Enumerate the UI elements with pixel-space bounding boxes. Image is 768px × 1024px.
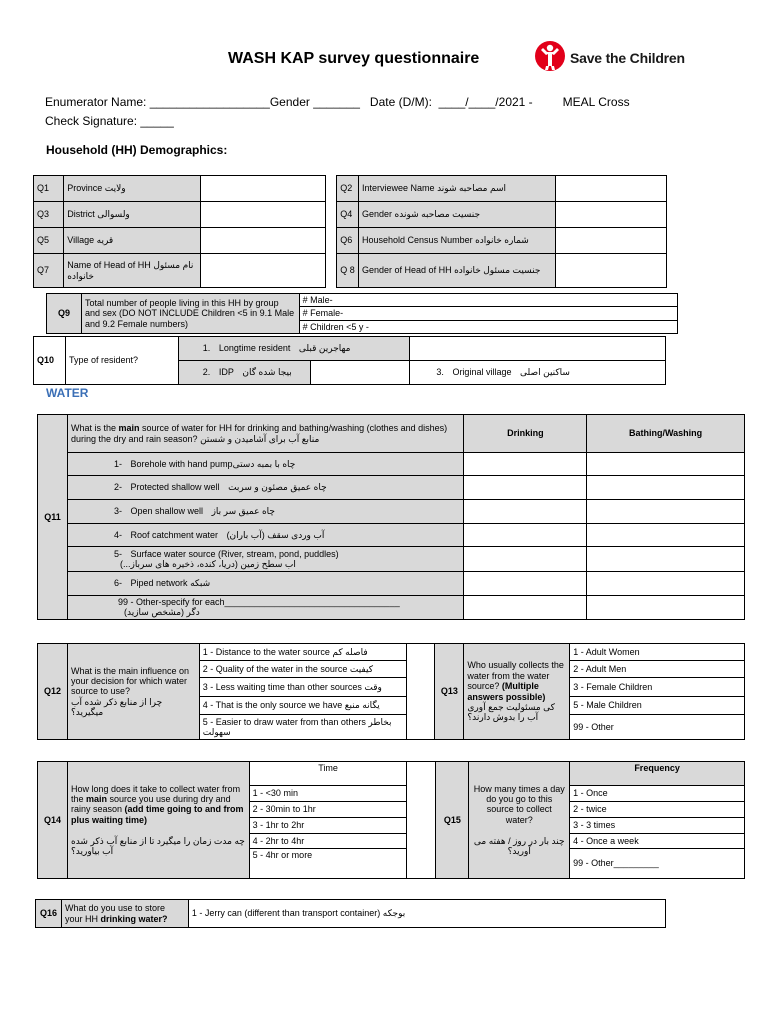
q4-answer[interactable]: [555, 202, 666, 228]
q11-bathing-3[interactable]: [587, 500, 745, 524]
q14-option-4[interactable]: 4 - 2hr to 4hr: [249, 834, 407, 849]
q10-question: Type of resident?: [65, 337, 178, 385]
q15-option-3[interactable]: 3 - 3 times: [570, 818, 745, 834]
q16-question-pre: What do you use to store your HH: [64, 903, 166, 924]
q10-option-1-label: Longtime resident: [218, 343, 291, 354]
q5-label: Village قریه: [64, 228, 201, 254]
logo-text: Save the Children: [570, 50, 685, 66]
q15-option-1[interactable]: 1 - Once: [570, 786, 745, 802]
q11-col-bathing: Bathing/Washing: [587, 415, 745, 453]
q11-bathing-4[interactable]: [587, 524, 745, 547]
q14-question-fa: چه مدت زمان را میگیرد تا از منابع آب ذکر شده آب بیاورید؟: [70, 835, 245, 856]
q10-option-2-label: IDP: [218, 367, 234, 378]
q11-col-drinking: Drinking: [464, 415, 587, 453]
q15-num: Q15: [436, 762, 469, 879]
q16-table: [35, 899, 666, 928]
q9-children-field[interactable]: # Children <5 y -: [299, 320, 677, 333]
q3-num: Q3: [34, 202, 64, 228]
q15-question-text: How many times a day do you go to this source to collect water?: [473, 783, 565, 825]
q15-col-frequency: Frequency: [570, 762, 745, 786]
q10-table: [33, 336, 666, 385]
q16-option-1[interactable]: 1 - Jerry can (different than transport container) بوجکه: [188, 900, 665, 928]
q7-answer[interactable]: [201, 254, 325, 288]
q1-answer[interactable]: [201, 176, 325, 202]
q11-drinking-2[interactable]: [464, 476, 587, 500]
q9-female-field[interactable]: # Female-: [299, 307, 677, 320]
q12-question-fa: چرا از منابع ذکر شده آب میگیرید؟: [70, 696, 163, 718]
q14-option-2[interactable]: 2 - 30min to 1hr: [249, 802, 407, 818]
q5-num: Q5: [34, 228, 64, 254]
enumerator-line: Enumerator Name: __________________Gender _______ Date (D/M): ____/____/2021 - MEAL Cross: [45, 95, 630, 109]
q9-table: [46, 293, 678, 334]
q10-option-3-fa: ساکنین اصلی: [519, 367, 570, 378]
q13-option-4[interactable]: 5 - Male Children: [570, 697, 745, 715]
q10-option-3-label: Original village: [452, 367, 512, 378]
q10-option-2-fa: بیجا شده گان: [242, 367, 292, 378]
q11-option-4: 4- Roof catchment water آب وردی سقف (آب باران): [67, 524, 464, 547]
q11-bathing-6[interactable]: [587, 572, 745, 596]
q10-option-2[interactable]: [178, 361, 310, 385]
q6-num: Q6: [337, 228, 359, 254]
q13-option-2[interactable]: 2 - Adult Men: [570, 661, 745, 678]
q2-answer[interactable]: [555, 176, 666, 202]
q12-question-text: What is the main influence on your decision for which water source to use?: [70, 665, 190, 697]
q11-question: [67, 415, 464, 453]
q12-option-2[interactable]: 2 - Quality of the water in the source کیفیت: [199, 661, 407, 678]
q14-num: Q14: [38, 762, 68, 879]
q16-question: [61, 900, 188, 928]
q11-drinking-3[interactable]: [464, 500, 587, 524]
q13-question-bold: (Multiple answers possible): [467, 681, 546, 702]
q7-num: Q7: [34, 254, 64, 288]
q11-option-2: 2- Protected shallow well چاه عمیق مصئون و سربت: [67, 476, 464, 500]
q14-question-mid: source you use during dry and rainy season: [70, 794, 231, 815]
q13-option-5[interactable]: 99 - Other: [570, 715, 745, 740]
q3-answer[interactable]: [201, 202, 325, 228]
q15-option-5[interactable]: 99 - Other_________: [570, 849, 745, 879]
q4-label: Gender جنسیت مصاحبه شونده: [359, 202, 556, 228]
q11-drinking-6[interactable]: [464, 572, 587, 596]
q1-num: Q1: [34, 176, 64, 202]
q11-drinking-4[interactable]: [464, 524, 587, 547]
q11-bathing-other[interactable]: [587, 596, 745, 620]
q11-num: Q11: [38, 415, 68, 620]
q12-option-5[interactable]: 5 - Easier to draw water from than others بخاطر سهولت: [199, 715, 407, 740]
q13-option-1[interactable]: 1 - Adult Women: [570, 644, 745, 661]
q10-option-3[interactable]: [410, 361, 666, 385]
q16-num: Q16: [36, 900, 62, 928]
q13-question-text: Who usually collects the water from the water source?: [467, 660, 564, 692]
q13-question: [464, 644, 570, 740]
q15-option-4[interactable]: 4 - Once a week: [570, 834, 745, 849]
q10-option-1-num: 1.: [202, 343, 211, 354]
q11-table: [37, 414, 745, 620]
q13-question-fa: کی مسئولیت جمع آوری آب را بدوش دارند؟: [467, 701, 555, 723]
q14-question-bold1: main: [86, 794, 108, 805]
q11-option-3: 3- Open shallow well چاه عمیق سر باز: [67, 500, 464, 524]
q12-option-4[interactable]: 4 - That is the only source we have یگانه منبع: [199, 697, 407, 715]
q15-question-fa: چند بار در روز / هفته می آورید؟: [473, 835, 565, 856]
document-title: WASH KAP survey questionnaire: [228, 50, 480, 67]
q11-option-other: 99 - Other-specify for each___________________________________ دگر (مشخص سازید): [67, 596, 464, 620]
q14-option-3[interactable]: 3 - 1hr to 2hr: [249, 818, 407, 834]
q14-col-time: Time: [249, 762, 407, 786]
water-heading: WATER: [46, 386, 89, 400]
q3-label: District ولسوالی: [64, 202, 201, 228]
q14-question-bold2: (add time going to and from plus waiting time): [70, 804, 244, 825]
demographics-table: [33, 175, 667, 288]
q12-option-1[interactable]: 1 - Distance to the water source فاصله کم: [199, 644, 407, 661]
q11-question-pre: What is the: [70, 423, 119, 434]
q11-bathing-2[interactable]: [587, 476, 745, 500]
q10-blank-2: [310, 361, 410, 385]
q2-num: Q2: [337, 176, 359, 202]
save-the-children-logo: [532, 36, 712, 76]
q11-drinking-5[interactable]: [464, 547, 587, 572]
q6-answer[interactable]: [555, 228, 666, 254]
q1-label: Province ولایت: [64, 176, 201, 202]
q11-bathing-5[interactable]: [587, 547, 745, 572]
q2-label: Interviewee Name اسم مصاحبه شوند: [359, 176, 556, 202]
q12-num: Q12: [38, 644, 68, 740]
q11-option-5: 5- Surface water source (River, stream, pond, puddles) اب سطح زمین (دریا، کنده، ذخیره های سرباز...): [67, 547, 464, 572]
save-the-children-logo-icon: [532, 36, 568, 76]
q11-bathing-1[interactable]: [587, 453, 745, 476]
q11-question-post: source of water for HH for drinking and bathing/washing (clothes and dishes) during the dry and rain season?: [70, 423, 448, 444]
q14-option-5[interactable]: 5 - 4hr or more: [249, 849, 407, 879]
q6-label: Household Census Number شماره خانواده: [359, 228, 556, 254]
q11-drinking-other[interactable]: [464, 596, 587, 620]
q14-question: [67, 762, 249, 879]
q5-answer[interactable]: [201, 228, 325, 254]
q10-blank: [410, 337, 666, 361]
q12-q13-table: [37, 643, 745, 740]
q16-question-bold: drinking water?: [100, 913, 168, 924]
demographics-title: Household (HH) Demographics:: [46, 143, 228, 157]
q11-question-fa: منابع آب برای آشامیدن و شستن: [200, 433, 320, 444]
q15-question: [469, 762, 570, 879]
q8-num: Q 8: [337, 254, 359, 288]
q9-question: Total number of people living in this HH by group and sex (DO NOT INCLUDE Children <5 in 9.1 Male and 9.2 Female numbers): [81, 294, 299, 334]
q9-num: Q9: [47, 294, 82, 334]
q10-option-1-fa: مهاجرین قبلی: [298, 343, 351, 354]
q12-option-3[interactable]: 3 - Less waiting time than other sources وقت: [199, 678, 407, 697]
q9-male-field[interactable]: # Male-: [299, 294, 677, 307]
q8-answer[interactable]: [555, 254, 666, 288]
q14-question-pre: How long does it take to collect water from the: [70, 783, 241, 805]
q15-option-2[interactable]: 2 - twice: [570, 802, 745, 818]
q11-question-bold: main: [118, 423, 140, 434]
q7-label: Name of Head of HH نام مسئول خانواده: [64, 254, 201, 288]
q11-drinking-1[interactable]: [464, 453, 587, 476]
signature-line: Check Signature: _____: [45, 114, 174, 128]
q14-q15-table: [37, 761, 745, 879]
q11-option-1: 1- Borehole with hand pumpچاه با بمبه دستی: [67, 453, 464, 476]
q4-num: Q4: [337, 202, 359, 228]
q12-question: [67, 644, 199, 740]
q8-label: Gender of Head of HH جنسیت مسئول خانواده: [359, 254, 556, 288]
q10-option-1[interactable]: [178, 337, 410, 361]
q11-option-6: 6- Piped network شبکه: [67, 572, 464, 596]
q10-option-2-num: 2.: [202, 367, 211, 378]
q14-option-1[interactable]: 1 - <30 min: [249, 786, 407, 802]
q10-option-3-num: 3.: [436, 367, 444, 378]
q13-option-3[interactable]: 3 - Female Children: [570, 678, 745, 697]
q13-num: Q13: [435, 644, 464, 740]
q10-num: Q10: [34, 337, 66, 385]
